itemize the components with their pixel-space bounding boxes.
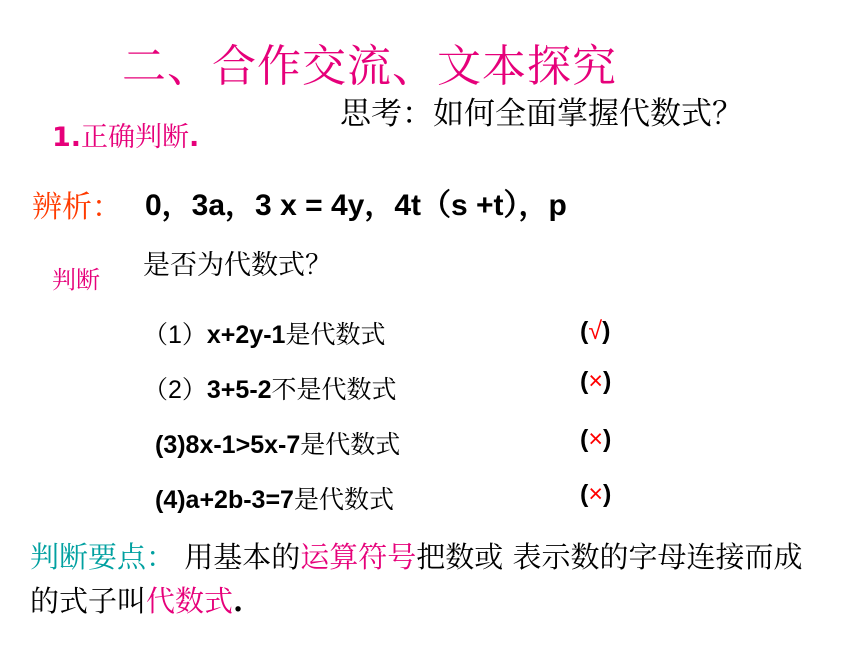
- slide-title: 二、合作交流、文本探究: [122, 41, 617, 92]
- subheading-end: .: [189, 122, 200, 153]
- question-text: 是否为代数式？: [143, 250, 332, 281]
- judgment-claim: 是代数式: [293, 486, 394, 514]
- mark-open: (: [580, 317, 589, 345]
- think-prompt: 思考：如何全面掌握代数式？: [340, 96, 743, 132]
- judgment-item-2: [143, 370, 397, 406]
- keypoint-label: 判断要点：: [30, 540, 176, 574]
- mark-close: ): [602, 480, 612, 508]
- judgment-mark-2: [580, 367, 611, 396]
- judgment-claim: 是代数式: [300, 431, 401, 459]
- keypoint-text-1: 用基本的: [184, 540, 301, 574]
- cross-icon: ×: [588, 425, 603, 453]
- mark-close: ): [602, 425, 612, 453]
- cross-icon: ×: [588, 367, 603, 395]
- judgment-mark-4: [580, 480, 611, 509]
- keypoint-text-2: 把数或 表示数的字母连接而成的式子叫: [30, 540, 803, 618]
- subheading-text: 正确判断: [81, 122, 190, 153]
- judge-label: 判断: [52, 266, 100, 294]
- mark-open: (: [580, 480, 589, 508]
- subheading-number: 1.: [52, 122, 82, 153]
- judgment-item-3: [155, 425, 400, 461]
- keypoint-highlight-2: 代数式: [146, 584, 234, 618]
- judgment-claim: 不是代数式: [271, 376, 397, 404]
- mark-close: ): [602, 317, 611, 345]
- judgment-expression: x+2y-1: [206, 321, 286, 349]
- judgment-item-4: [155, 480, 394, 516]
- judgment-mark-3: [580, 425, 611, 454]
- judgment-expression: 3+5-2: [206, 376, 272, 404]
- analysis-label: 辨析：: [32, 190, 122, 225]
- mark-open: (: [580, 425, 589, 453]
- cross-icon: ×: [588, 480, 603, 508]
- subheading: [52, 115, 199, 154]
- judgment-prefix: （2）: [143, 376, 207, 404]
- judgment-claim: 是代数式: [285, 321, 386, 349]
- judgment-prefix: （1）: [143, 321, 207, 349]
- judgment-mark-1: [580, 317, 610, 346]
- analysis-expressions: 0，3a，3 x = 4y，4t（s +t），p: [145, 189, 567, 222]
- mark-open: (: [580, 367, 589, 395]
- check-icon: √: [588, 317, 603, 345]
- judgment-item-1: [143, 315, 385, 351]
- mark-close: ): [602, 367, 612, 395]
- keypoint-highlight-1: 运算符号: [300, 540, 417, 574]
- judgment-expression: (3)8x-1>5x-7: [155, 431, 301, 459]
- judgment-expression: (4)a+2b-3=7: [155, 486, 294, 514]
- keypoint-paragraph: [30, 535, 830, 623]
- keypoint-end: .: [233, 584, 244, 618]
